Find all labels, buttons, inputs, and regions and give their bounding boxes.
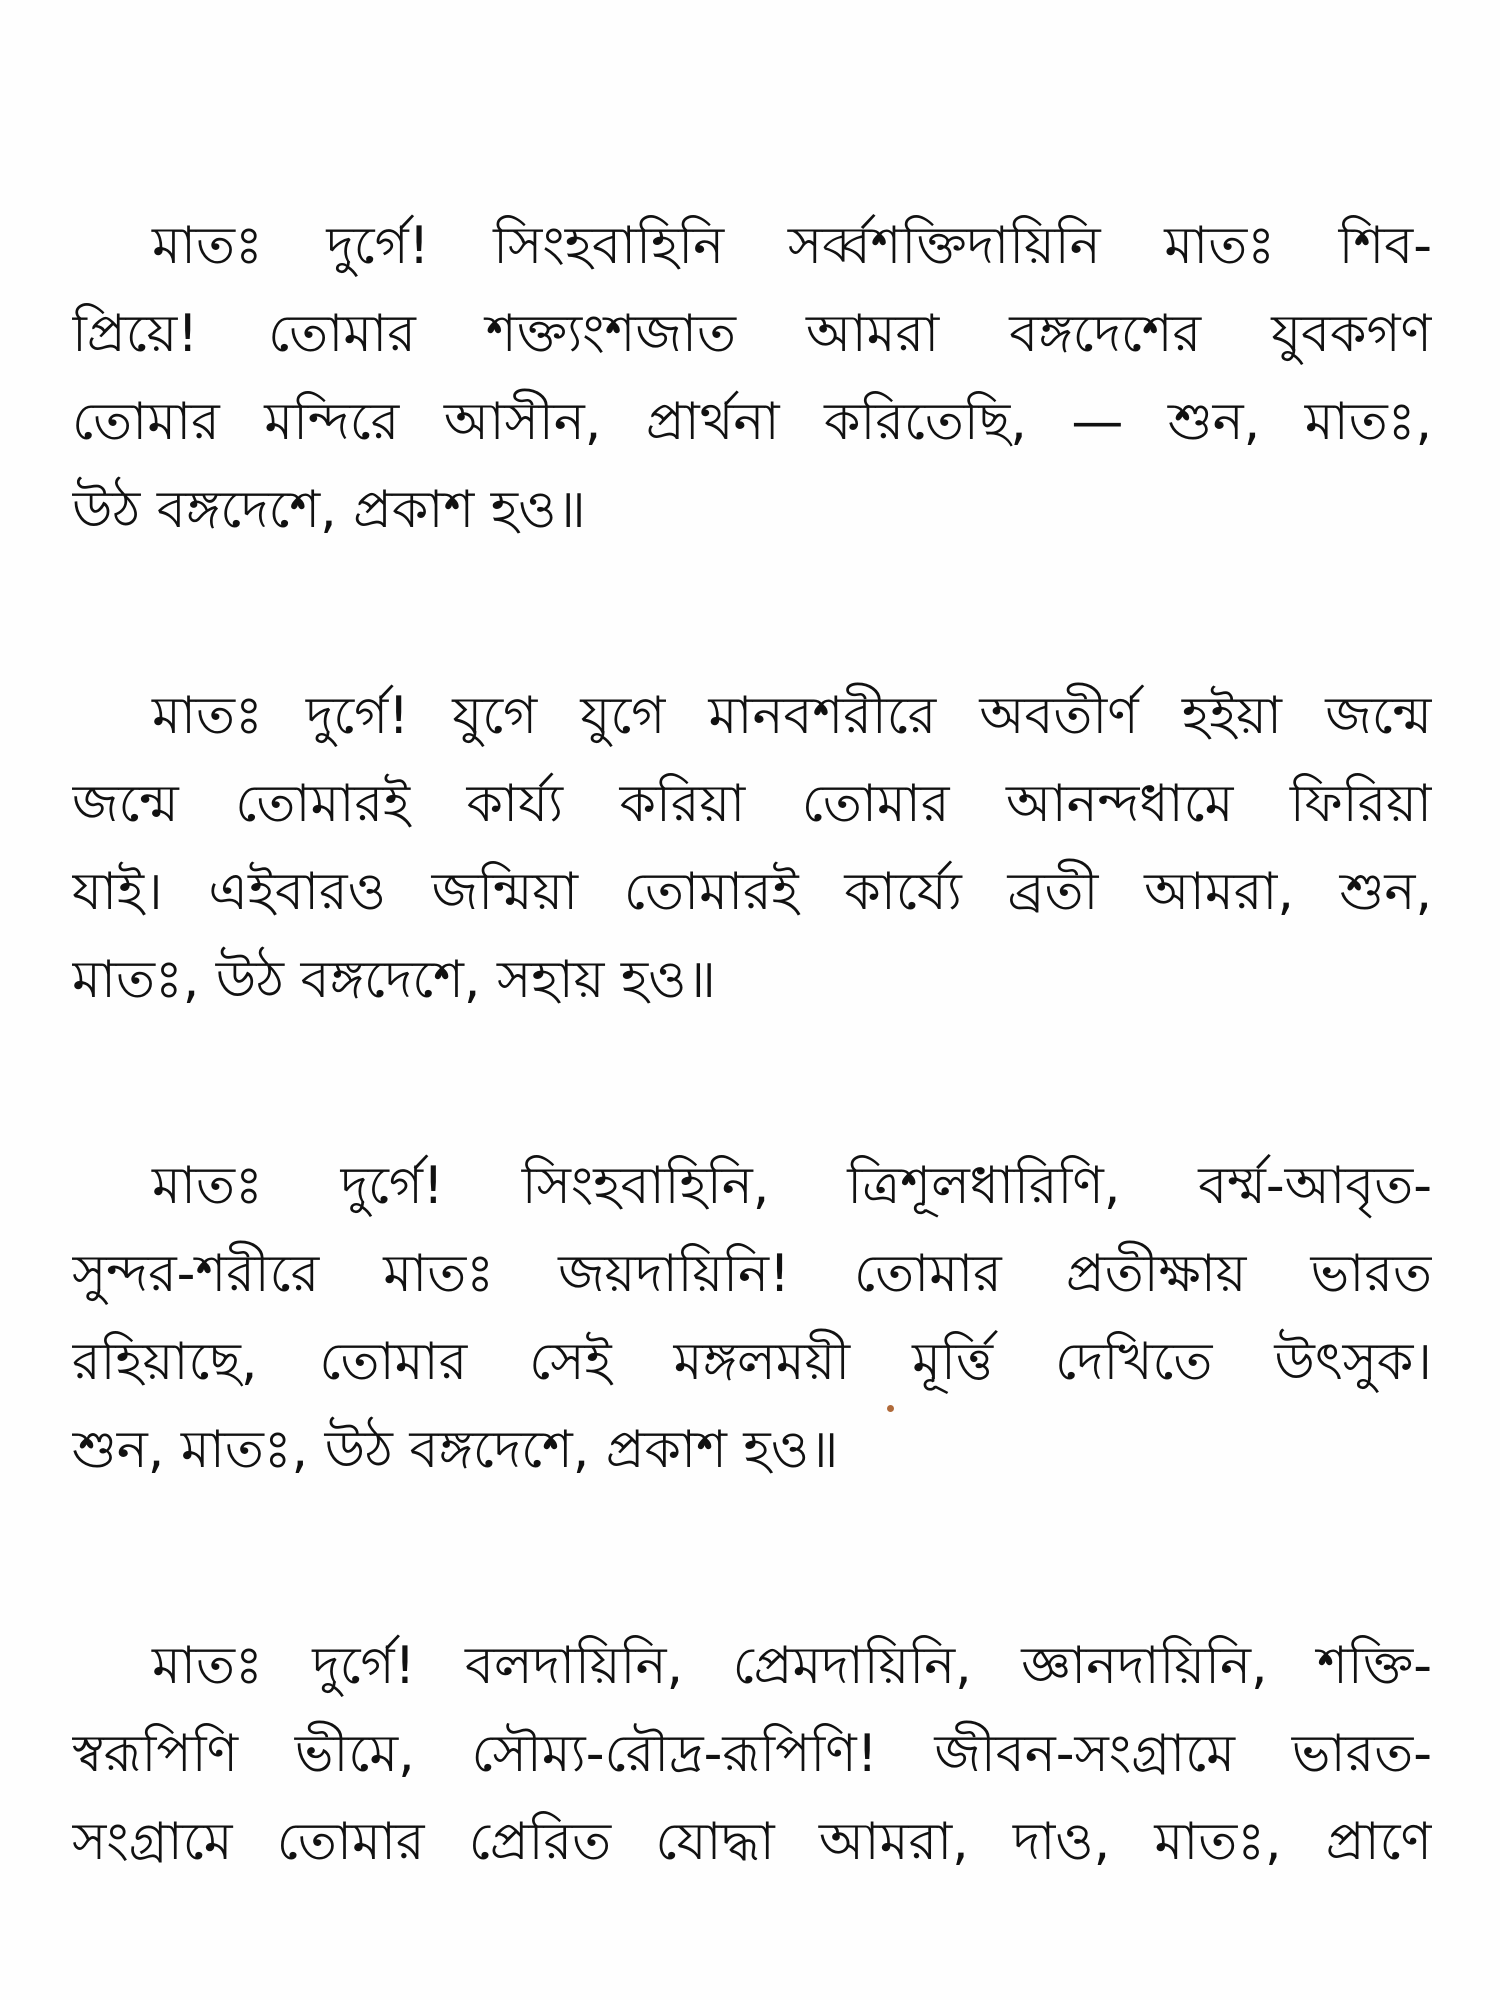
paragraph-4-line-3: সংগ্রামে তোমার প্রেরিত যোদ্ধা আমরা, দাও, মাতঃ, প্রাণে (72, 1812, 1432, 1872)
paragraph-1-line-3: তোমার মন্দিরে আসীন, প্রার্থনা করিতেছি, — শুন, মাতঃ, (72, 392, 1432, 452)
paragraph-2 (72, 680, 1432, 1010)
paragraph-4-line-1: মাতঃ দুর্গে! বলদায়িনি, প্রেমদায়িনি, জ্ঞানদায়িনি, শক্তি- (152, 1636, 1432, 1696)
paragraph-3-line-2: সুন্দর-শরীরে মাতঃ জয়দায়িনি! তোমার প্রতীক্ষায় ভারত (72, 1244, 1432, 1304)
paragraph-3-line-1: মাতঃ দুর্গে! সিংহবাহিনি, ত্রিশূলধারিণি, বর্ম্ম-আবৃত- (152, 1156, 1432, 1216)
paragraph-3-line-3: রহিয়াছে, তোমার সেই মঙ্গলময়ী মূর্ত্তি দেখিতে উৎসুক। (72, 1332, 1432, 1392)
paragraph-2-line-4: মাতঃ, উঠ বঙ্গদেশে, সহায় হও॥ (72, 950, 716, 1010)
paragraph-3-line-4: শুন, মাতঃ, উঠ বঙ্গদেশে, প্রকাশ হও॥ (72, 1420, 839, 1480)
paragraph-4 (72, 1630, 1432, 1880)
paragraph-1-line-2: প্রিয়ে! তোমার শক্ত্যংশজাত আমরা বঙ্গদেশের যুবকগণ (72, 304, 1432, 364)
paragraph-3 (72, 1150, 1432, 1480)
paragraph-2-line-2: জন্মে তোমারই কার্য্য করিয়া তোমার আনন্দধামে ফিরিয়া (72, 774, 1432, 834)
paragraph-1-line-1: মাতঃ দুর্গে! সিংহবাহিনি সর্ব্বশক্তিদায়িনি মাতঃ শিব- (152, 216, 1432, 276)
paragraph-1-line-4: উঠ বঙ্গদেশে, প্রকাশ হও॥ (72, 480, 586, 540)
scan-speck (887, 1405, 894, 1412)
paragraph-4-line-2: স্বরূপিণি ভীমে, সৌম্য-রৌদ্র-রূপিণি! জীবন-সংগ্রামে ভারত- (72, 1724, 1432, 1784)
paragraph-2-line-3: যাই। এইবারও জন্মিয়া তোমারই কার্য্যে ব্রতী আমরা, শুন, (72, 862, 1432, 922)
paragraph-2-line-1: মাতঃ দুর্গে! যুগে যুগে মানবশরীরে অবতীর্ণ হইয়া জন্মে (152, 686, 1432, 746)
paragraph-1 (72, 210, 1432, 540)
